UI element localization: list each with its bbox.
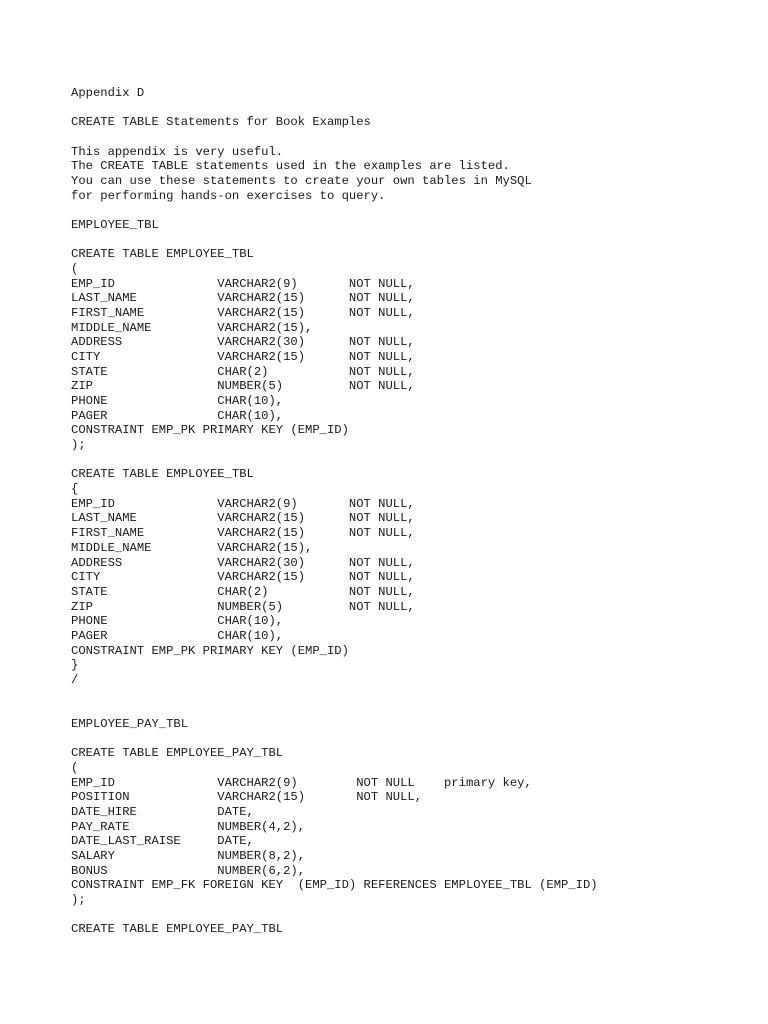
document-line: FIRST_NAME VARCHAR2(15) NOT NULL,	[71, 526, 415, 541]
document-line: CONSTRAINT EMP_PK PRIMARY KEY (EMP_ID)	[71, 423, 349, 438]
document-line	[71, 101, 598, 116]
document-line: POSITION VARCHAR2(15) NOT NULL,	[71, 790, 423, 805]
document-line: PAGER CHAR(10),	[71, 408, 284, 423]
document-line: ZIP NUMBER(5) NOT NULL,	[71, 599, 415, 614]
document-line: STATE CHAR(2) NOT NULL,	[71, 364, 415, 379]
document-line: CONSTRAINT EMP_FK FOREIGN KEY (EMP_ID) REFERENCES EMPLOYEE_TBL (EMP_ID)	[71, 878, 598, 893]
document-line: CREATE TABLE EMPLOYEE_PAY_TBL	[71, 922, 284, 937]
document-text	[71, 86, 598, 937]
document-line	[71, 203, 598, 218]
document-line	[71, 688, 598, 703]
document-line: );	[71, 438, 86, 453]
document-line: This appendix is very useful.	[71, 144, 284, 159]
document-line: EMP_ID VARCHAR2(9) NOT NULL primary key,	[71, 775, 532, 790]
document-line	[71, 908, 598, 923]
document-line: PAY_RATE NUMBER(4,2),	[71, 819, 306, 834]
document-line: STATE CHAR(2) NOT NULL,	[71, 584, 415, 599]
document-line: for performing hands-on exercises to query.	[71, 188, 386, 203]
document-line: MIDDLE_NAME VARCHAR2(15),	[71, 320, 313, 335]
document-line: EMP_ID VARCHAR2(9) NOT NULL,	[71, 496, 415, 511]
document-line: ADDRESS VARCHAR2(30) NOT NULL,	[71, 335, 415, 350]
document-line: (	[71, 760, 79, 775]
document-line: EMP_ID VARCHAR2(9) NOT NULL,	[71, 276, 415, 291]
document-line: FIRST_NAME VARCHAR2(15) NOT NULL,	[71, 306, 415, 321]
document-line: ADDRESS VARCHAR2(30) NOT NULL,	[71, 555, 415, 570]
document-line	[71, 702, 598, 717]
document-line: DATE_LAST_RAISE DATE,	[71, 834, 254, 849]
document-line: EMPLOYEE_PAY_TBL	[71, 716, 189, 731]
document-line: BONUS NUMBER(6,2),	[71, 863, 306, 878]
document-line	[71, 130, 598, 145]
document-line: CREATE TABLE EMPLOYEE_TBL	[71, 247, 254, 262]
document-line: CITY VARCHAR2(15) NOT NULL,	[71, 570, 415, 585]
document-line	[71, 732, 598, 747]
document-line: PHONE CHAR(10),	[71, 614, 284, 629]
document-line: PHONE CHAR(10),	[71, 394, 284, 409]
document-line: LAST_NAME VARCHAR2(15) NOT NULL,	[71, 291, 415, 306]
document-line: EMPLOYEE_TBL	[71, 218, 159, 233]
document-line	[71, 453, 598, 468]
document-line: LAST_NAME VARCHAR2(15) NOT NULL,	[71, 511, 415, 526]
document-line: );	[71, 892, 86, 907]
document-line: PAGER CHAR(10),	[71, 628, 284, 643]
document-line: CREATE TABLE Statements for Book Examples	[71, 115, 371, 130]
document-line: Appendix D	[71, 86, 145, 100]
document-line	[71, 233, 598, 248]
document-line: {	[71, 482, 79, 497]
document-line: ZIP NUMBER(5) NOT NULL,	[71, 379, 415, 394]
document-line: (	[71, 262, 79, 277]
document-line: The CREATE TABLE statements used in the examples are listed.	[71, 159, 510, 174]
document-line: DATE_HIRE DATE,	[71, 804, 254, 819]
document-line: MIDDLE_NAME VARCHAR2(15),	[71, 540, 313, 555]
document-line: /	[71, 672, 79, 687]
document-line: CREATE TABLE EMPLOYEE_PAY_TBL	[71, 746, 284, 761]
document-line: CONSTRAINT EMP_PK PRIMARY KEY (EMP_ID)	[71, 643, 349, 658]
document-line: You can use these statements to create your own tables in MySQL	[71, 174, 532, 189]
document-line: }	[71, 658, 79, 673]
document-line: CITY VARCHAR2(15) NOT NULL,	[71, 350, 415, 365]
document-line: SALARY NUMBER(8,2),	[71, 848, 306, 863]
document-line: CREATE TABLE EMPLOYEE_TBL	[71, 467, 254, 482]
